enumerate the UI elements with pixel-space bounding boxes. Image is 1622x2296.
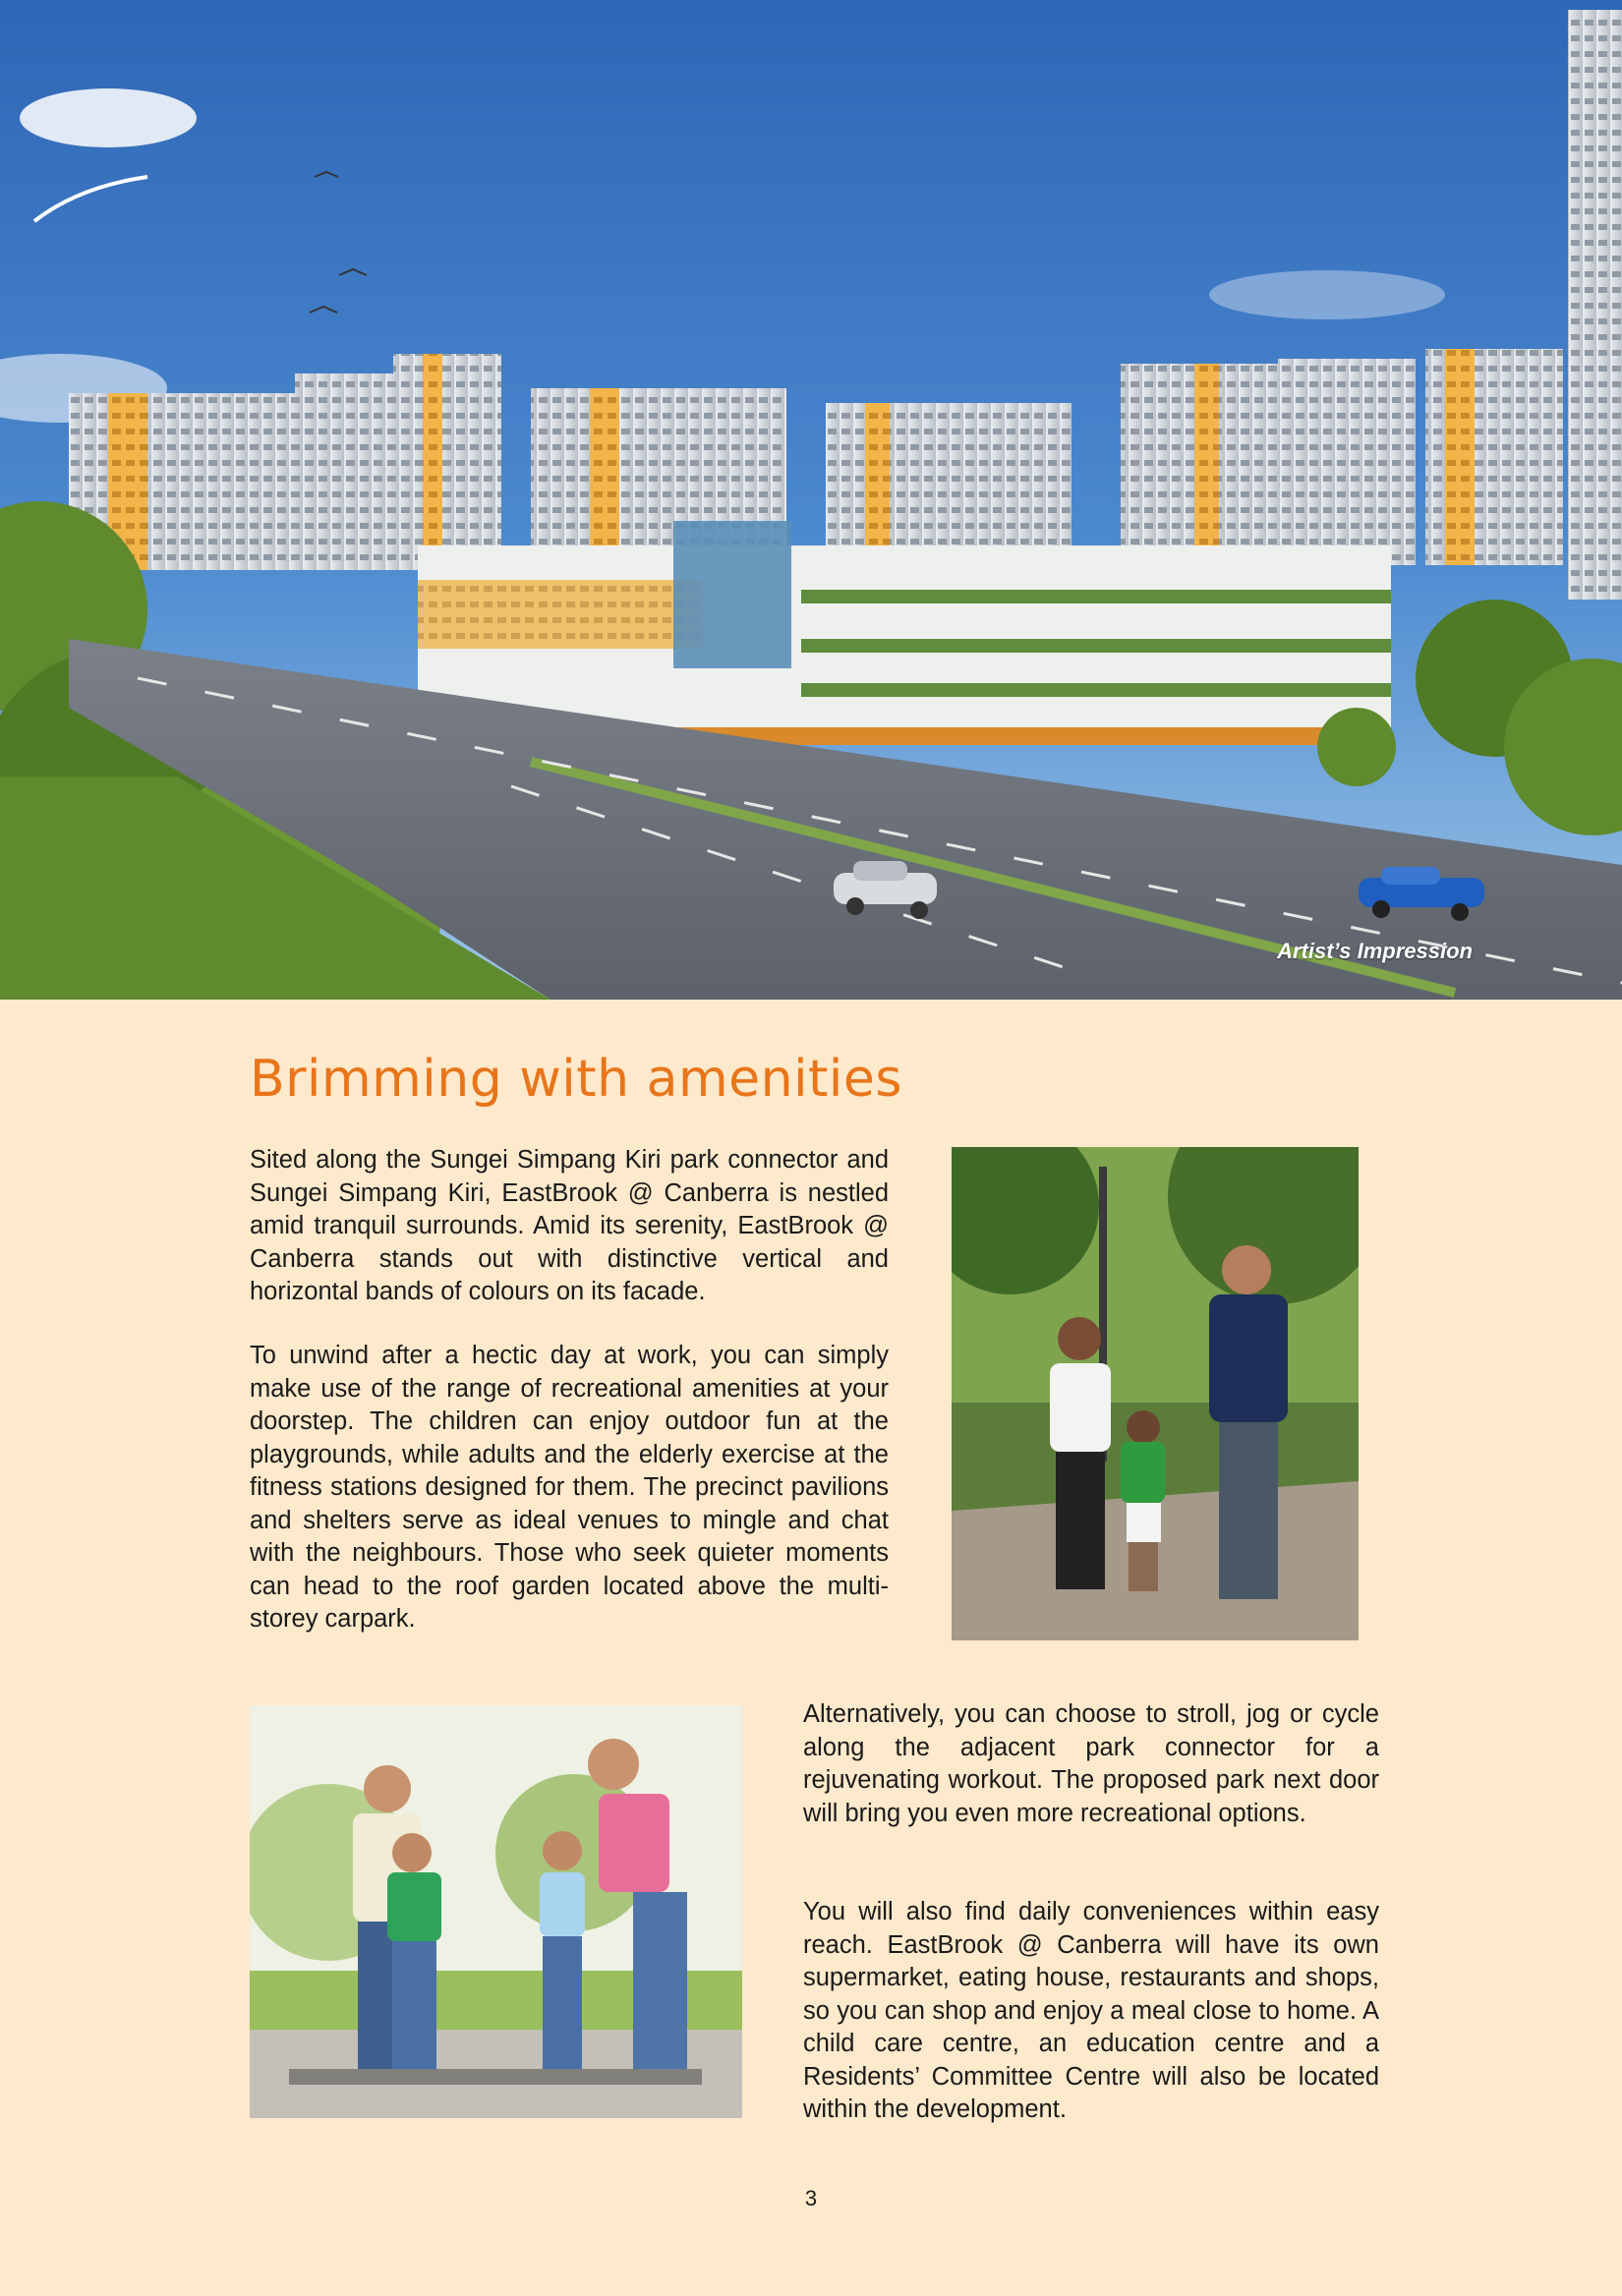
hero-illustration [0, 0, 1622, 1000]
family-rollerblading-photo [250, 1705, 742, 2118]
hero-caption: Artist’s Impression [1277, 939, 1473, 963]
paragraph-conveniences: You will also find daily conveniences within easy reach. EastBrook @ Canberra will have its own supermarket, eating house, restaurants and shops, so you can shop and enjoy a meal close to home. A child care centre, an education centre and a Residents’ Committee Centre will also be located within the development. [803, 1898, 1379, 2123]
paragraph-park-connector: Alternatively, you can choose to stroll, jog or cycle along the adjacent park connector for a rejuvenating workout. The proposed park next door will bring you even more recreational options. [803, 1700, 1379, 1827]
page-number: 3 [804, 2186, 818, 2210]
family-walking-photo [952, 1147, 1359, 1640]
cloud [20, 88, 197, 147]
hero-image [0, 0, 1622, 1000]
paragraph-amenities: To unwind after a hectic day at work, you can simply make use of the range of recreational amenities at your doorstep. The children can enjoy outdoor fun at the playgrounds, while adults and the elderly exercise at the fitness stations designed for them. The precinct pavilions and shelters serve as ideal venues to mingle and chat with the neighbours. Those who seek quieter moments can head to the roof garden located above the multi-storey carpark. [250, 1342, 889, 1633]
page-heading: Brimming with amenities [250, 1050, 902, 1109]
cloud [1209, 270, 1445, 319]
paragraph-intro: Sited along the Sungei Simpang Kiri park connector and Sungei Simpang Kiri, EastBrook @ Canberra is nestled amid tranquil surrounds. Amid its serenity, EastBrook @ Canberra stands out with distinctive vertical and horizontal bands of colours on its facade. [250, 1146, 889, 1305]
